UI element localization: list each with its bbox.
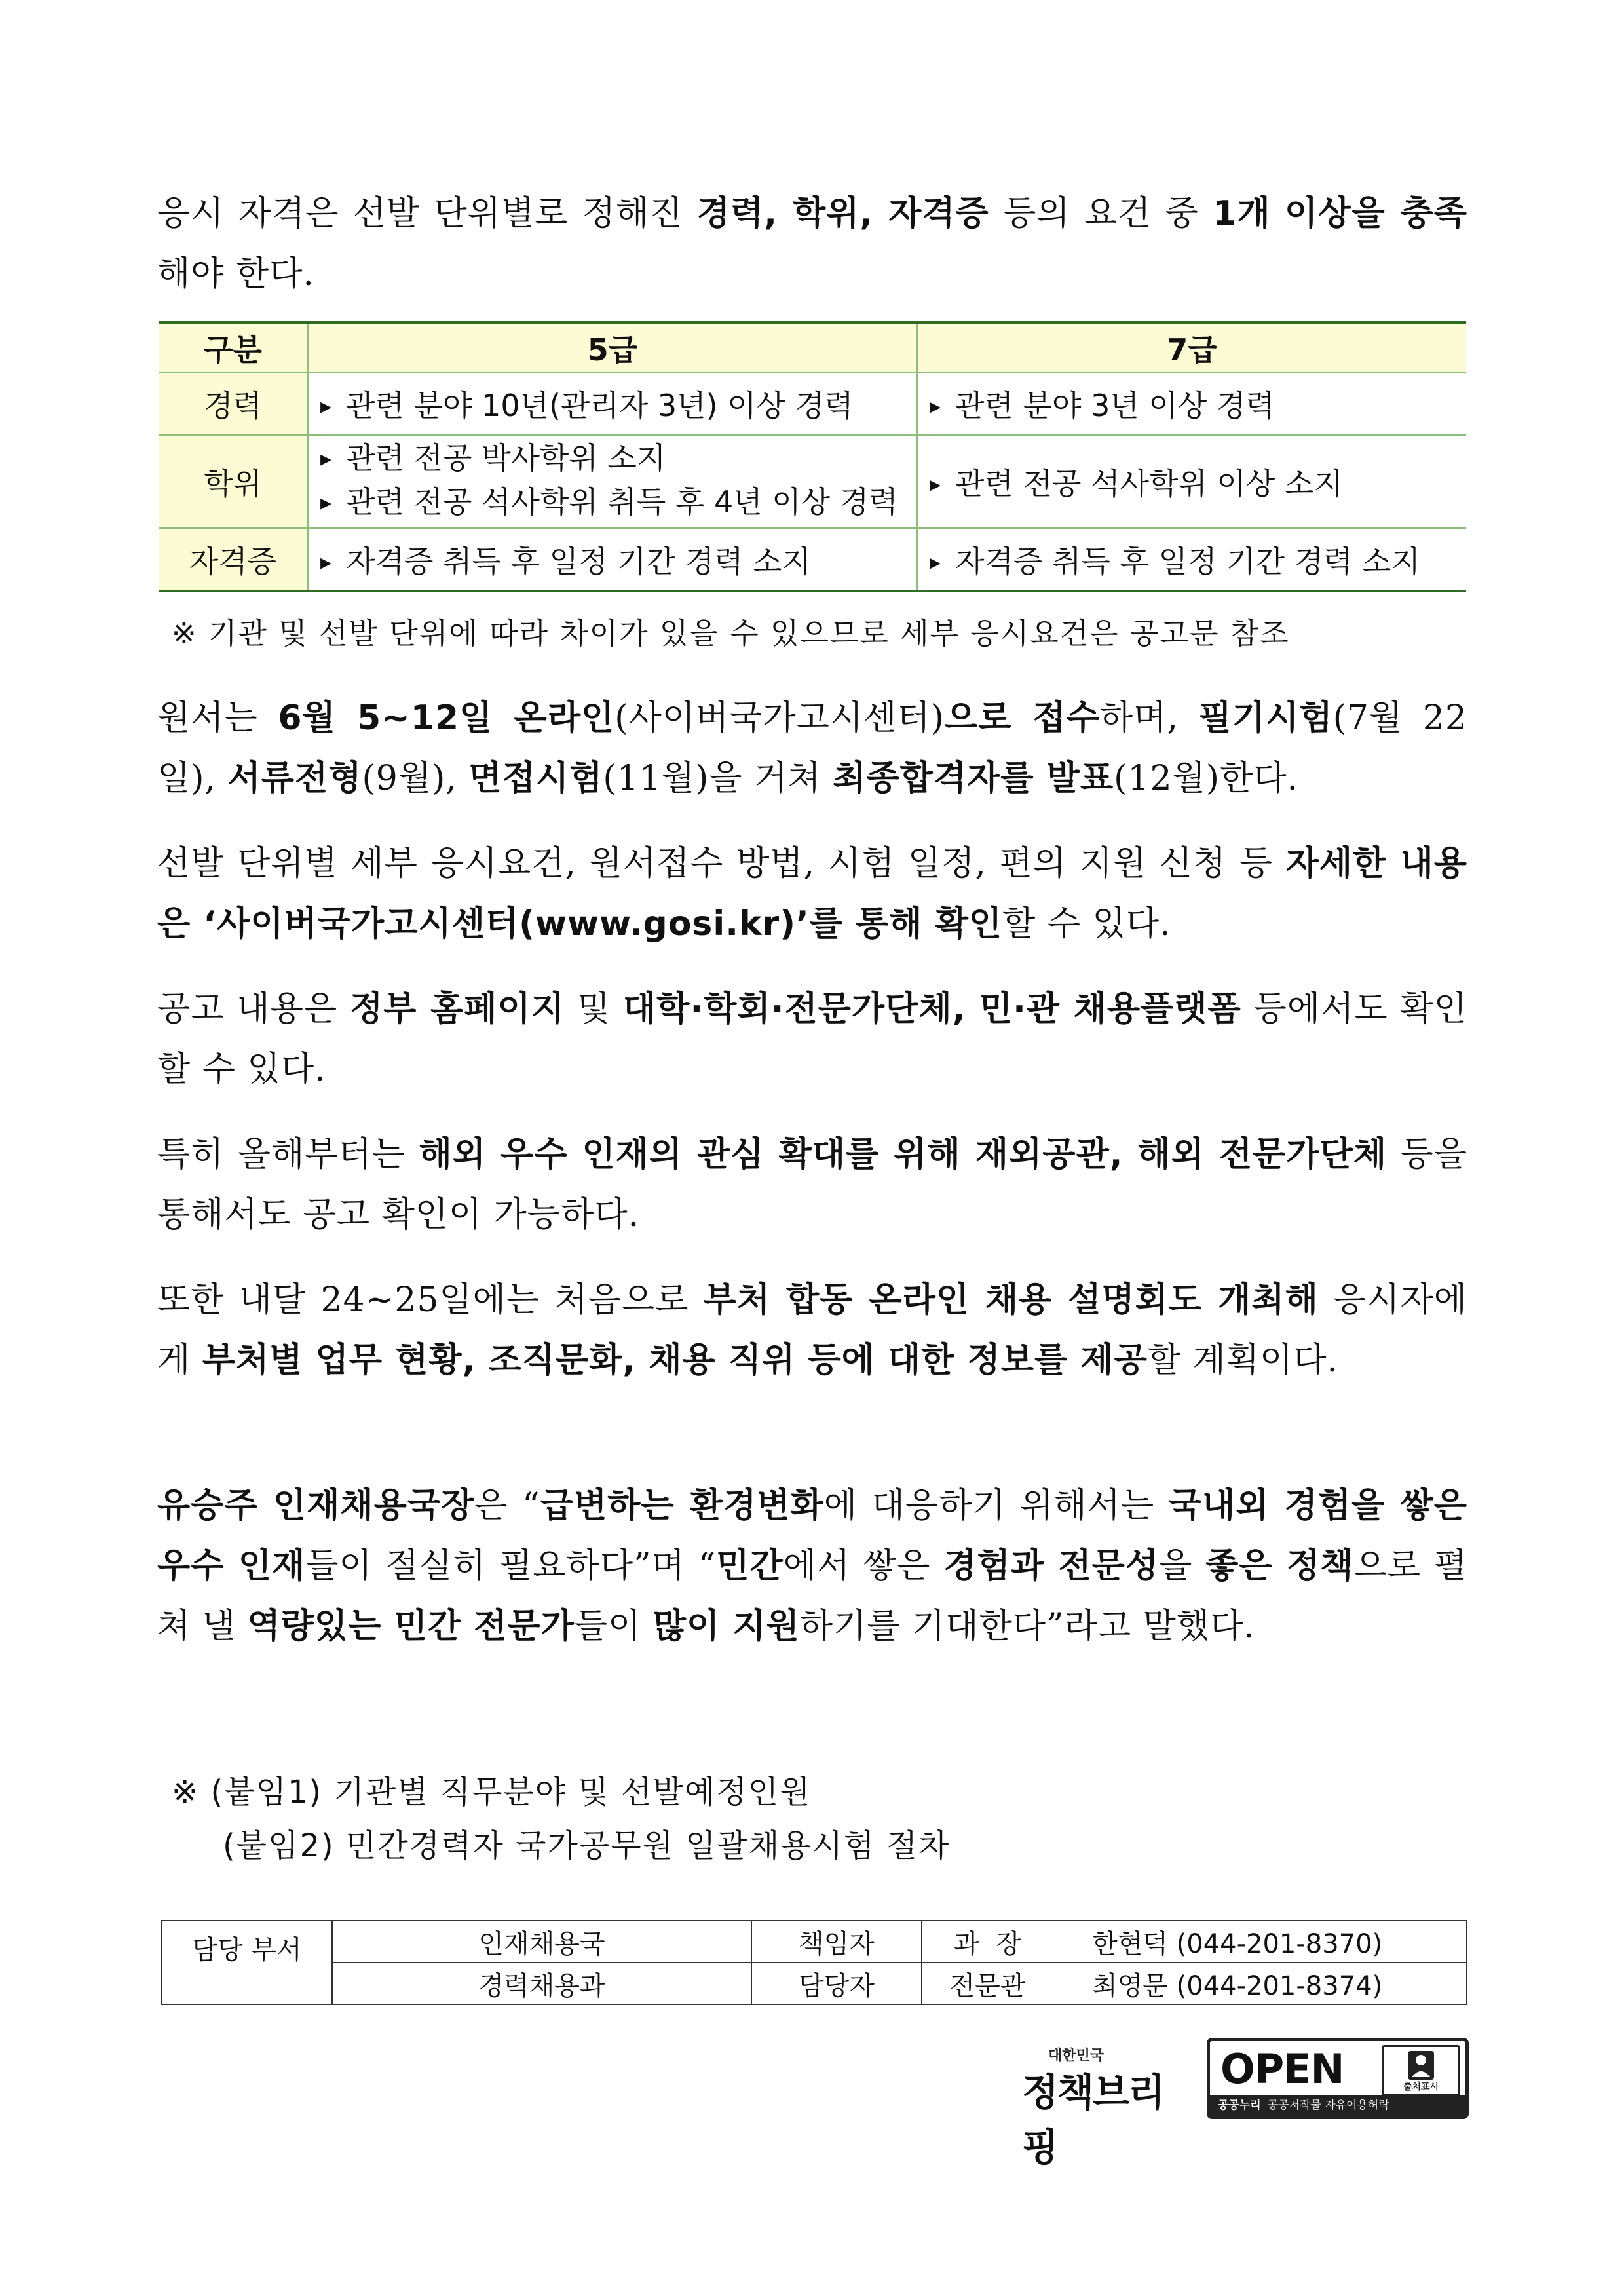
bold-text: 역량있는 민간 전문가 bbox=[247, 1607, 575, 1646]
text: 은 “ bbox=[474, 1486, 540, 1525]
bold-text: 부처별 업무 현황, 조직문화, 채용 직위 등에 대한 정보를 제공 bbox=[202, 1341, 1148, 1380]
bold-text: 1개 bbox=[1213, 194, 1271, 233]
text: 응시자에게 bbox=[157, 1280, 1467, 1380]
policy-briefing-logo bbox=[1022, 2044, 1192, 2170]
title: 전문관 bbox=[922, 1962, 1053, 2004]
text: 을 bbox=[1159, 1546, 1206, 1586]
table-row bbox=[159, 528, 1466, 591]
bar-bold-text: 공공누리 bbox=[1218, 2099, 1261, 2112]
text: 특히 올해부터는 bbox=[157, 1135, 419, 1174]
text: 등에서도 확인할 수 있다. bbox=[157, 989, 1467, 1089]
text: 등의 요건 중 bbox=[989, 194, 1213, 233]
grade5-cell bbox=[308, 372, 917, 435]
logo-big-text: 정책브리핑 bbox=[1022, 2070, 1164, 2170]
cell-text: ▸ 관련 전공 석사학위 취득 후 4년 이상 경력 bbox=[320, 482, 905, 526]
bold-text: 유승주 인재채용국장 bbox=[157, 1486, 475, 1525]
cell-text: ▸ 관련 분야 10년(관리자 3년) 이상 경력 bbox=[320, 382, 905, 425]
overseas-paragraph bbox=[157, 1124, 1467, 1245]
qualification-table bbox=[159, 321, 1466, 592]
text: 에서 쌓은 bbox=[783, 1546, 944, 1586]
table-row bbox=[159, 435, 1466, 528]
text: 에 대응하기 위해서는 bbox=[823, 1486, 1169, 1525]
open-bar bbox=[1210, 2095, 1465, 2116]
text: 할 계획이다. bbox=[1147, 1341, 1339, 1380]
role: 담당자 bbox=[751, 1962, 922, 2004]
contact-row bbox=[162, 1962, 1467, 2004]
grade7-cell bbox=[917, 528, 1466, 591]
text: 등을 통해서도 공고 확인이 가능하다. bbox=[157, 1135, 1468, 1234]
text: 해야 한다. bbox=[157, 254, 314, 294]
grade7-cell bbox=[917, 372, 1466, 435]
logo-small-text: 대한민국 bbox=[1048, 2048, 1105, 2064]
briefing-paragraph bbox=[157, 1270, 1467, 1390]
contact-table bbox=[161, 1920, 1467, 2005]
bold-text: 경력, 학위, 자격증 bbox=[696, 194, 989, 233]
bold-text: 경험과 전문성 bbox=[943, 1546, 1160, 1586]
cell-text: ▸ 관련 전공 석사학위 이상 소지 bbox=[930, 460, 1454, 503]
text: 들이 bbox=[574, 1607, 653, 1646]
row-label: 자격증 bbox=[159, 528, 308, 591]
person-icon bbox=[1384, 2048, 1458, 2082]
quote-paragraph bbox=[157, 1476, 1467, 1656]
bold-text: 대학·학회·전문가단체, 민·관 채용플랫폼 bbox=[623, 989, 1241, 1029]
grade5-cell bbox=[308, 528, 917, 591]
dept-name: 인재채용국 bbox=[332, 1921, 751, 1962]
intro-paragraph bbox=[157, 183, 1467, 304]
text: 또한 내달 24~25일에는 처음으로 bbox=[157, 1280, 704, 1320]
text: 으로 펼쳐 낼 bbox=[157, 1546, 1467, 1646]
bold-text: 이상을 충족 bbox=[1284, 194, 1468, 233]
contact-row bbox=[162, 1921, 1467, 1962]
text: 하기를 기대한다”라고 말했다. bbox=[799, 1607, 1255, 1646]
header-category: 구분 bbox=[159, 322, 308, 372]
role: 책임자 bbox=[751, 1921, 922, 1962]
kogl-open-logo bbox=[1207, 2038, 1469, 2119]
text: 및 bbox=[564, 989, 624, 1029]
bold-text: 국내외 경험을 쌓은 우수 인재 bbox=[157, 1486, 1467, 1586]
text: (9월), bbox=[362, 759, 469, 798]
open-word: OPEN bbox=[1220, 2045, 1344, 2093]
bold-text: 6월 5~12일 온라인 bbox=[278, 698, 615, 738]
attachment-1: ※ (붙임1) 기관별 직무분야 및 선발예정인원 bbox=[172, 1774, 812, 1810]
details-paragraph bbox=[157, 833, 1467, 954]
bold-text: 자세한 내용은 ‘사이버국가고시센터(www.gosi.kr)’를 통해 확인 bbox=[157, 844, 1468, 944]
text: (11월)을 거쳐 bbox=[603, 759, 833, 798]
table-row bbox=[159, 372, 1466, 435]
bar-text: 공공저작물 자유이용허락 bbox=[1267, 2099, 1389, 2112]
bold-text: 좋은 정책 bbox=[1205, 1546, 1354, 1586]
text: 들이 절실히 필요하다”며 “ bbox=[305, 1546, 717, 1586]
bold-text: 최종합격자를 발표 bbox=[833, 759, 1114, 798]
text: 할 수 있다. bbox=[1002, 904, 1171, 944]
person: 한현덕 (044-201-8370) bbox=[1053, 1921, 1467, 1962]
schedule-paragraph bbox=[157, 688, 1467, 809]
cell-text: ▸ 자격증 취득 후 일정 기간 경력 소지 bbox=[320, 538, 905, 581]
attribution-badge bbox=[1382, 2045, 1460, 2096]
dept-name: 경력채용과 bbox=[332, 1962, 751, 2004]
table-footnote: ※ 기관 및 선발 단위에 따라 차이가 있을 수 있으므로 세부 응시요건은 공고문 참조 bbox=[172, 616, 1290, 651]
text: 원서는 bbox=[157, 698, 278, 738]
header-grade7: 7급 bbox=[917, 322, 1466, 372]
attachment-2: (붙임2) 민간경력자 국가공무원 일괄채용시험 절차 bbox=[223, 1827, 951, 1864]
header-grade5: 5급 bbox=[308, 322, 917, 372]
cell-text: ▸ 관련 분야 3년 이상 경력 bbox=[930, 382, 1454, 425]
text: 공고 내용은 bbox=[157, 989, 350, 1029]
bold-text: 부처 합동 온라인 채용 설명회도 개최해 bbox=[703, 1280, 1319, 1320]
title: 과 장 bbox=[922, 1921, 1053, 1962]
row-label: 경력 bbox=[159, 372, 308, 435]
text: (7월 22일), bbox=[157, 698, 1467, 798]
text: (12월)한다. bbox=[1114, 759, 1299, 798]
grade5-cell bbox=[308, 435, 917, 528]
bold-text: 서류전형 bbox=[227, 759, 362, 798]
bold-text: 해외 우수 인재의 관심 확대를 위해 재외공관, 해외 전문가단체 bbox=[419, 1135, 1388, 1174]
cell-text: ▸ 자격증 취득 후 일정 기간 경력 소지 bbox=[930, 538, 1454, 581]
badge-caption: 출처표시 bbox=[1403, 2082, 1439, 2092]
row-label: 학위 bbox=[159, 435, 308, 528]
bold-text: 으로 접수 bbox=[944, 698, 1101, 738]
bold-text: 필기시험 bbox=[1198, 698, 1333, 738]
dept-label: 담당 부서 bbox=[162, 1921, 332, 2004]
bold-text: 면접시험 bbox=[468, 759, 603, 798]
person: 최영문 (044-201-8374) bbox=[1053, 1962, 1467, 2004]
notice-paragraph bbox=[157, 979, 1467, 1100]
bold-text: 많이 지원 bbox=[652, 1607, 800, 1646]
table-header-row bbox=[159, 322, 1466, 372]
cell-text: ▸ 관련 전공 박사학위 소지 bbox=[320, 438, 905, 482]
text: 응시 자격은 선발 단위별로 정해진 bbox=[157, 194, 697, 233]
text: (사이버국가고시센터) bbox=[614, 698, 945, 738]
text: 선발 단위별 세부 응시요건, 원서접수 방법, 시험 일정, 편의 지원 신청 등 bbox=[157, 844, 1286, 883]
bold-text: 민간 bbox=[716, 1546, 784, 1586]
bold-text: 급변하는 환경변화 bbox=[540, 1486, 824, 1525]
text: 하며, bbox=[1100, 698, 1199, 738]
bold-text: 정부 홈페이지 bbox=[350, 989, 565, 1029]
grade7-cell bbox=[917, 435, 1466, 528]
